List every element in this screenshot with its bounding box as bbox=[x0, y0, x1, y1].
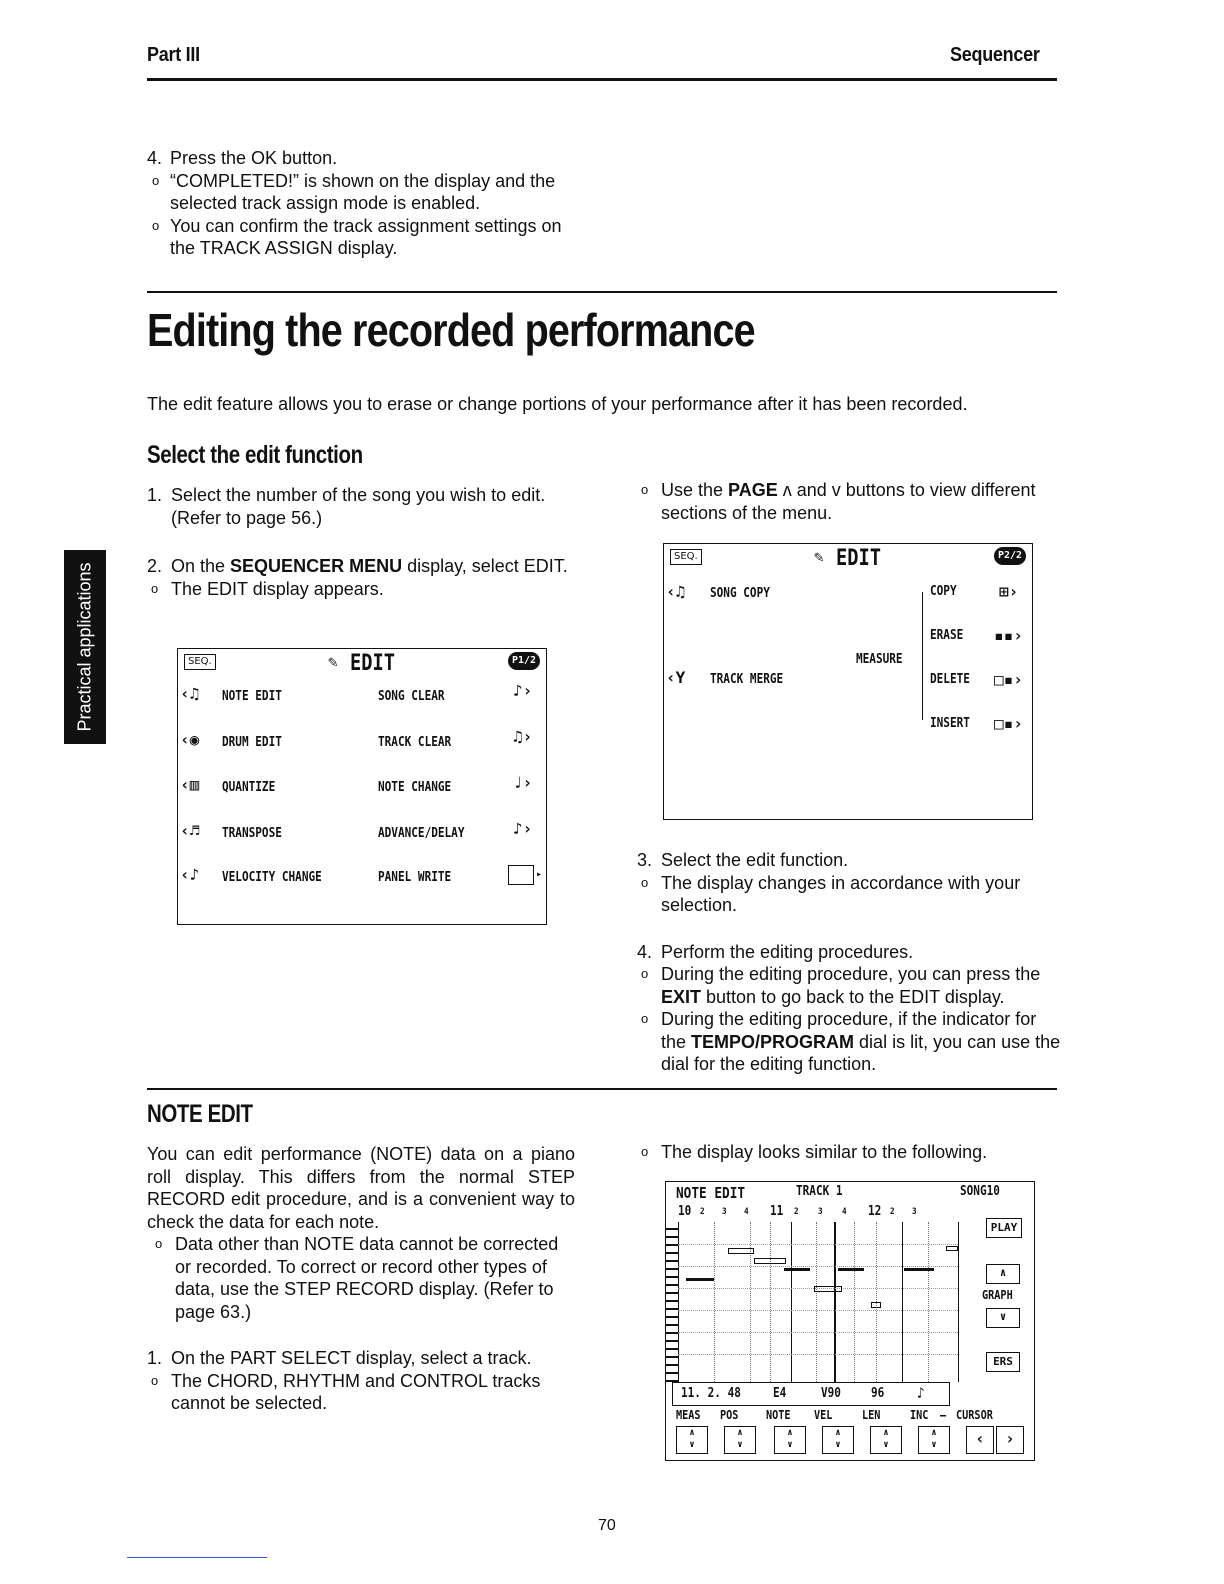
measure-number: 2 bbox=[794, 1207, 799, 1217]
graph-up-button[interactable]: ∧ bbox=[986, 1264, 1020, 1284]
measure-line bbox=[791, 1222, 792, 1382]
bullet-item: You can confirm the track assignment settings on the TRACK ASSIGN display. bbox=[170, 215, 562, 258]
page-indicator: P2/2 bbox=[994, 547, 1026, 565]
song-copy-icon: ‹♫ bbox=[666, 582, 686, 601]
header-rule bbox=[147, 78, 1057, 81]
graph-down-button[interactable]: ∨ bbox=[986, 1308, 1020, 1328]
right-steps: 3. Select the edit function. o The display changes in accordance with your selection. 4. Perform the editing procedures. o During the editing procedure, you can press the EXIT button to go back to the EDIT display. o During the editing procedure, if the indicator for the TEMPO/PROGRAM dial is lit, you can use the dial for the editing function. bbox=[637, 850, 1061, 1074]
measure-number: 4 bbox=[744, 1207, 749, 1217]
note-bar[interactable] bbox=[904, 1268, 934, 1271]
intro-text: The edit feature allows you to erase or change portions of your performance after it has been recorded. bbox=[147, 394, 968, 414]
menu-track-clear[interactable]: TRACK CLEAR bbox=[378, 735, 452, 750]
parameter-label: MEAS bbox=[676, 1408, 701, 1422]
velocity-change-icon: ‹♪ bbox=[180, 865, 200, 884]
edit-icon: ✎ bbox=[814, 547, 824, 566]
note-edit-text: You can edit performance (NOTE) data on a piano roll display. This differs from the normal STEP RECORD edit procedure, and is a convenient way to check the data for each note. o Data other than NOTE data cannot be corrected or recorded. To correct or record other types of data, use the STEP RECORD display. (Refer to page 63.) 1. On the PART SELECT display, select a track. o The CHORD, RHYTHM and CONTROL tracks cannot be selected. bbox=[147, 1144, 575, 1413]
play-button[interactable]: PLAY bbox=[986, 1218, 1022, 1238]
length-value: 96 bbox=[871, 1386, 885, 1401]
note-display-bullet: o The display looks similar to the following. bbox=[641, 1142, 988, 1162]
menu-drum-edit[interactable]: DRUM EDIT bbox=[222, 735, 282, 750]
menu-erase[interactable]: ERASE bbox=[930, 628, 964, 643]
measure-ruler bbox=[674, 1204, 954, 1220]
menu-track-merge[interactable]: TRACK MERGE bbox=[710, 672, 784, 687]
measure-number: 3 bbox=[912, 1207, 917, 1217]
menu-velocity-change[interactable]: VELOCITY CHANGE bbox=[222, 870, 322, 885]
cursor-line bbox=[834, 1222, 836, 1382]
seq-label: SEQ. bbox=[670, 549, 702, 565]
copy-icon: ⊞› bbox=[999, 582, 1019, 601]
up-down-button[interactable]: ∧ ∨ bbox=[676, 1426, 708, 1454]
section-rule bbox=[147, 1088, 1057, 1090]
panel-write-icon bbox=[508, 865, 534, 885]
edit-display-page1 bbox=[177, 648, 547, 925]
track-label: TRACK 1 bbox=[796, 1184, 843, 1199]
track-merge-icon: ‹Y bbox=[666, 668, 686, 687]
status-bar bbox=[672, 1382, 950, 1406]
parameter-buttons bbox=[666, 1424, 1034, 1454]
measure-number: 4 bbox=[842, 1207, 847, 1217]
menu-song-clear[interactable]: SONG CLEAR bbox=[378, 689, 445, 704]
arrow-icon: ▸ bbox=[536, 869, 543, 880]
measure-number: 12 bbox=[868, 1204, 882, 1219]
measure-number: 11 bbox=[770, 1204, 784, 1219]
graph-label: GRAPH bbox=[982, 1288, 1013, 1302]
piano-keyboard bbox=[666, 1222, 679, 1382]
page-buttons-bullet: o Use the PAGE ʌ and v buttons to view different sections of the menu. bbox=[641, 480, 1036, 523]
header-part: Part III bbox=[147, 44, 200, 66]
note-length-icon: ♪ bbox=[917, 1384, 925, 1402]
menu-quantize[interactable]: QUANTIZE bbox=[222, 780, 276, 795]
note-bar[interactable] bbox=[814, 1286, 842, 1292]
measure-label: MEASURE bbox=[856, 652, 903, 667]
seq-label: SEQ. bbox=[184, 654, 216, 670]
parameter-label: LEN bbox=[862, 1408, 881, 1422]
section-title: Editing the recorded performance bbox=[147, 304, 755, 356]
footer-link-line bbox=[127, 1557, 267, 1558]
menu-advance-delay[interactable]: ADVANCE/DELAY bbox=[378, 826, 465, 841]
top-steps: 4. Press the OK button. o “COMPLETED!” is shown on the display and the selected track assign mode is enabled. o You can confirm the track assignment settings on the TRACK ASSIGN display. bbox=[147, 148, 562, 258]
insert-icon: □▪› bbox=[994, 714, 1023, 733]
note-bar[interactable] bbox=[784, 1268, 810, 1271]
note-value: E4 bbox=[773, 1386, 787, 1401]
menu-delete[interactable]: DELETE bbox=[930, 672, 970, 687]
note-change-icon: ♩› bbox=[513, 773, 533, 792]
note-edit-title: NOTE EDIT bbox=[676, 1184, 746, 1202]
note-bar[interactable] bbox=[946, 1246, 958, 1251]
measure-number: 3 bbox=[818, 1207, 823, 1217]
measure-bracket bbox=[922, 592, 931, 720]
note-edit-display bbox=[665, 1181, 1035, 1461]
menu-song-copy[interactable]: SONG COPY bbox=[710, 586, 770, 601]
cursor-right-button[interactable]: › bbox=[996, 1426, 1024, 1454]
measure-number: 3 bbox=[722, 1207, 727, 1217]
up-down-button[interactable]: ∧ ∨ bbox=[724, 1426, 756, 1454]
up-down-button[interactable]: ∧ ∨ bbox=[822, 1426, 854, 1454]
header-section: Sequencer bbox=[950, 44, 1040, 66]
edit-title: EDIT bbox=[350, 651, 396, 676]
quantize-icon: ‹▥ bbox=[180, 775, 200, 794]
track-clear-icon: ♫› bbox=[513, 727, 533, 746]
song-label: SONG10 bbox=[960, 1184, 1000, 1199]
menu-note-change[interactable]: NOTE CHANGE bbox=[378, 780, 452, 795]
page-number: 70 bbox=[598, 1517, 616, 1534]
delete-icon: □▪› bbox=[994, 670, 1023, 689]
parameter-labels bbox=[666, 1408, 1034, 1424]
measure-number: 2 bbox=[890, 1207, 895, 1217]
parameter-label: CURSOR bbox=[956, 1408, 993, 1422]
section-rule bbox=[147, 291, 1057, 293]
note-bar[interactable] bbox=[728, 1248, 754, 1254]
menu-transpose[interactable]: TRANSPOSE bbox=[222, 826, 282, 841]
position-value: 11. 2. 48 bbox=[681, 1386, 741, 1401]
bullet-item: “COMPLETED!” is shown on the display and the selected track assign mode is enabled. bbox=[170, 170, 556, 213]
cursor-left-button[interactable]: ‹ bbox=[966, 1426, 994, 1454]
parameter-label: VEL bbox=[814, 1408, 833, 1422]
erase-icon: ▪▪› bbox=[994, 626, 1023, 645]
note-edit-icon: ‹♫ bbox=[180, 684, 200, 703]
menu-insert[interactable]: INSERT bbox=[930, 716, 970, 731]
note-bar[interactable] bbox=[838, 1268, 864, 1271]
erase-button[interactable]: ERS bbox=[986, 1352, 1020, 1372]
page-indicator: P1/2 bbox=[508, 652, 540, 670]
up-down-button[interactable]: ∧ ∨ bbox=[774, 1426, 806, 1454]
song-clear-icon: ♪› bbox=[513, 681, 533, 700]
edit-title: EDIT bbox=[836, 546, 882, 571]
parameter-label: INC bbox=[910, 1408, 929, 1422]
measure-number: 10 bbox=[678, 1204, 692, 1219]
edit-icon: ✎ bbox=[328, 652, 338, 671]
note-edit-heading: NOTE EDIT bbox=[147, 1100, 253, 1128]
parameter-label: NOTE bbox=[766, 1408, 791, 1422]
menu-panel-write[interactable]: PANEL WRITE bbox=[378, 870, 452, 885]
left-steps: 1. Select the number of the song you wish to edit. (Refer to page 56.) 2. On the SEQUENCER MENU display, select EDIT. o The EDIT display appears. bbox=[147, 485, 568, 599]
measure-line bbox=[902, 1222, 903, 1382]
note-bar[interactable] bbox=[871, 1302, 881, 1308]
velocity-value: V90 bbox=[821, 1386, 841, 1401]
up-down-button[interactable]: ∧ ∨ bbox=[870, 1426, 902, 1454]
drum-edit-icon: ‹◉ bbox=[180, 730, 200, 749]
note-bar[interactable] bbox=[754, 1258, 786, 1264]
parameter-label: – bbox=[940, 1408, 947, 1422]
menu-note-edit[interactable]: NOTE EDIT bbox=[222, 689, 282, 704]
advance-delay-icon: ♪› bbox=[513, 819, 533, 838]
note-bar[interactable] bbox=[686, 1278, 714, 1281]
parameter-label: POS bbox=[720, 1408, 739, 1422]
piano-roll[interactable] bbox=[666, 1222, 959, 1382]
side-tab: Practical applications bbox=[64, 550, 106, 744]
edit-display-page2 bbox=[663, 543, 1033, 820]
transpose-icon: ‹♬ bbox=[180, 821, 200, 840]
up-down-button[interactable]: ∧ ∨ bbox=[918, 1426, 950, 1454]
measure-number: 2 bbox=[700, 1207, 705, 1217]
select-heading: Select the edit function bbox=[147, 441, 363, 469]
menu-copy[interactable]: COPY bbox=[930, 584, 957, 599]
